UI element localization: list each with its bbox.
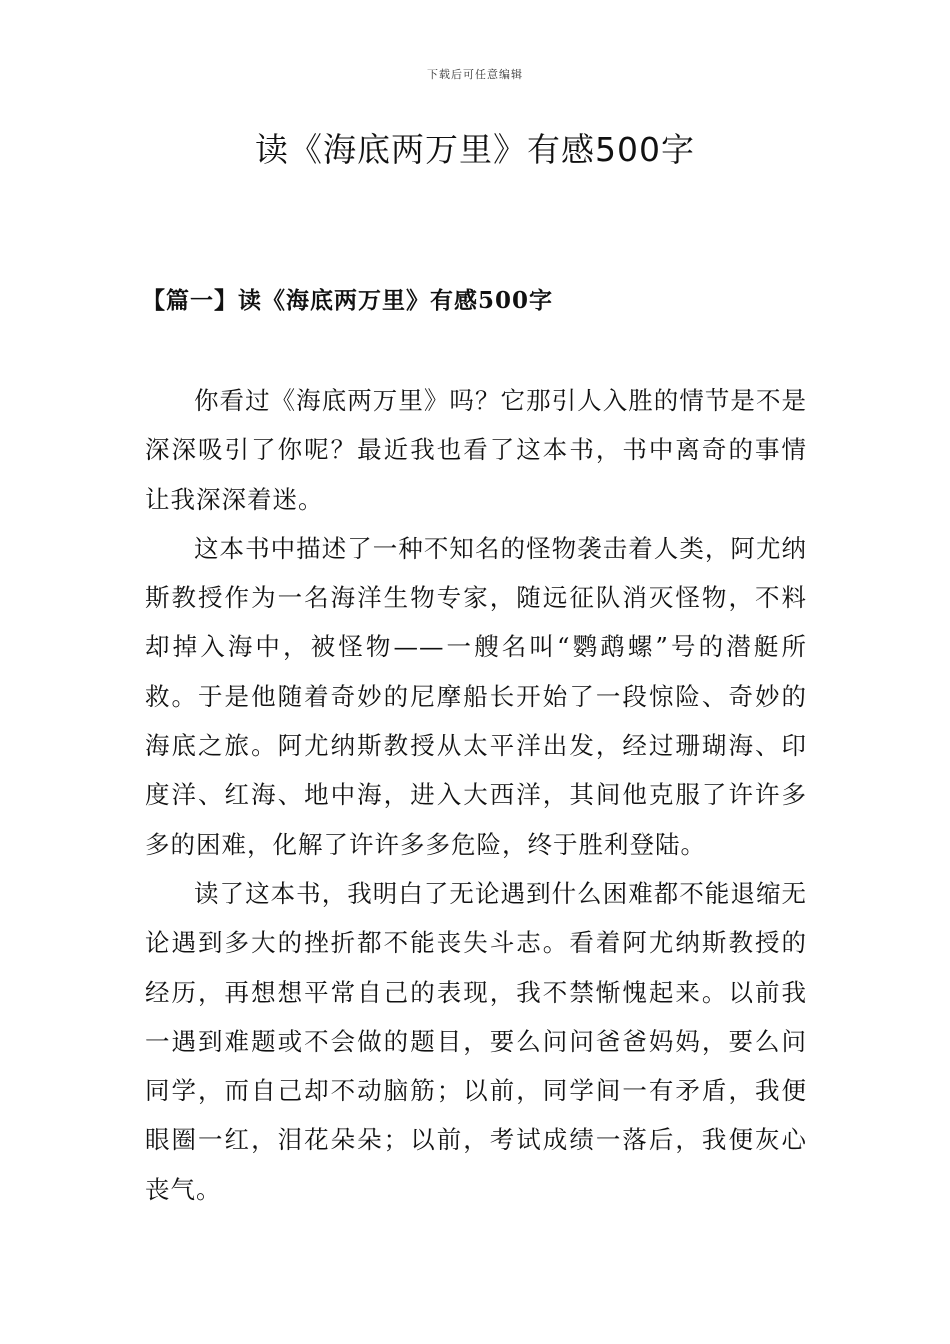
- paragraph: 读了这本书，我明白了无论遇到什么困难都不能退缩无论遇到多大的挫折都不能丧失斗志。看着阿尤纳斯教授的经历，再想想平常自己的表现，我不禁惭愧起来。以前我一遇到难题或不会做的题目，要么问问爸爸妈妈，要么问同学，而自己却不动脑筋；以前，同学间一有矛盾，我便眼圈一红，泪花朵朵；以前，考试成绩一落后，我便灰心丧气。: [145, 878, 807, 1204]
- paragraph: 你看过《海底两万里》吗？它那引人入胜的情节是不是深深吸引了你呢？最近我也看了这本书，书中离奇的事情让我深深着迷。: [145, 386, 807, 514]
- section-heading: 【篇一】读《海底两万里》有感500字: [142, 287, 554, 314]
- body-text: [145, 376, 807, 1214]
- document-title: 读《海底两万里》有感500字: [255, 130, 695, 169]
- paragraph: 这本书中描述了一种不知名的怪物袭击着人类，阿尤纳斯教授作为一名海洋生物专家，随远征队消灭怪物，不料却掉入海中，被怪物——一艘名叫“鹦鹉螺”号的潜艇所救。于是他随着奇妙的尼摩船长开始了一段惊险、奇妙的海底之旅。阿尤纳斯教授从太平洋出发，经过珊瑚海、印度洋、红海、地中海，进入大西洋，其间他克服了许许多多的困难，化解了许许多多危险，终于胜利登陆。: [145, 533, 807, 859]
- header-note: 下载后可任意编辑: [427, 68, 523, 81]
